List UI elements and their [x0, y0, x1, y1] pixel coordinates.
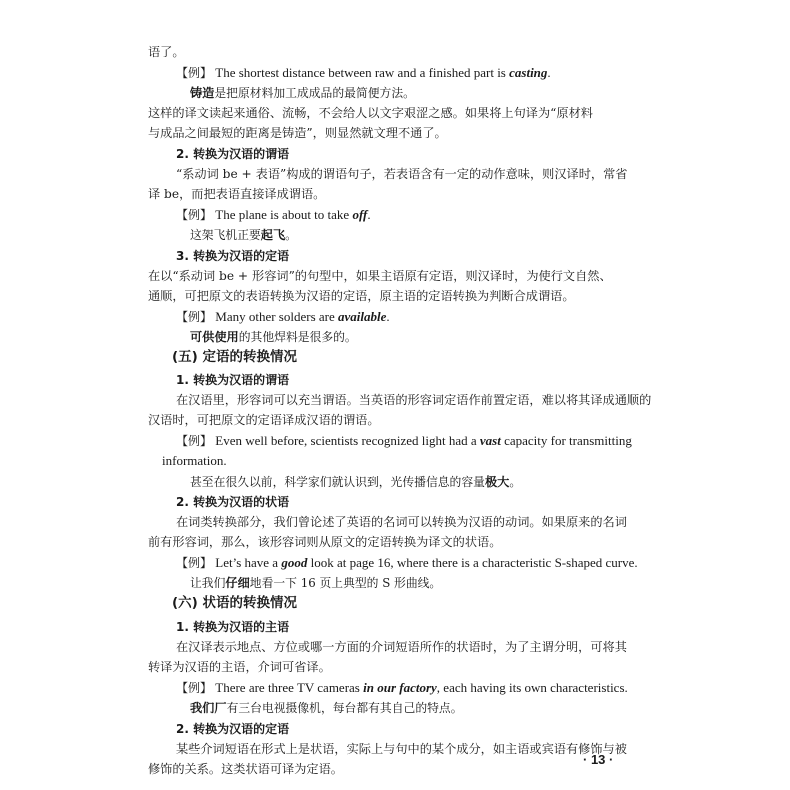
bold-translation-word: 我们厂	[190, 701, 227, 715]
emphasized-word: casting	[509, 65, 548, 80]
text-line	[148, 184, 325, 204]
text-line	[176, 370, 289, 390]
text-run: 前有形容词，那么，该形容词则从原文的定语转换为译文的状语。	[148, 535, 502, 549]
text-run: .	[386, 309, 390, 324]
text-run: 。	[509, 475, 522, 489]
text-run: 与成品之间最短的距离是铸造”，则显然就文理不通了。	[148, 126, 447, 140]
text-line	[172, 593, 297, 613]
text-line	[190, 573, 441, 593]
example-label: 【例】	[176, 208, 213, 222]
example-label: 【例】	[176, 556, 213, 570]
emphasized-word: available	[338, 309, 387, 324]
text-run: The shortest distance between raw and a finished part is	[212, 65, 510, 80]
text-line	[148, 532, 501, 552]
text-line	[148, 286, 575, 306]
subsection-heading: 3. 转换为汉语的定语	[176, 249, 290, 263]
text-line	[176, 63, 551, 83]
text-run: Let’s have a	[212, 555, 282, 570]
text-line	[176, 739, 627, 759]
text-line	[176, 637, 627, 657]
text-run: 转译为汉语的主语，介词可省译。	[148, 660, 331, 674]
text-run: 这架飞机正要	[190, 228, 261, 242]
text-line	[148, 657, 331, 677]
text-run: 修饰的关系。这类状语可译为定语。	[148, 762, 343, 776]
text-line	[148, 42, 185, 62]
text-line	[190, 225, 297, 245]
bold-translation-word: 可供使用	[190, 330, 239, 344]
page-number: · 13 ·	[583, 752, 614, 767]
text-run: .	[547, 65, 551, 80]
example-label: 【例】	[176, 310, 213, 324]
text-run: 有三台电视摄像机，每台都有其自己的特点。	[226, 701, 463, 715]
text-run: 在汉语里，形容词可以充当谓语。当英语的形容词定语作前置定语，难以将其译成通顺的	[176, 393, 652, 407]
text-line	[172, 347, 297, 367]
text-line	[190, 327, 357, 347]
text-run: 译 be，而把表语直接译成谓语。	[148, 187, 326, 201]
text-run: information.	[162, 453, 227, 468]
emphasized-word: off	[352, 207, 368, 222]
text-run: 语了。	[148, 45, 185, 59]
text-run: look at page 16, where there is a characteristic S-shaped curve.	[307, 555, 638, 570]
text-run: 甚至在很久以前，科学家们就认识到，光传播信息的容量	[190, 475, 485, 489]
text-line	[176, 246, 289, 266]
text-line	[176, 512, 627, 532]
text-line	[176, 144, 289, 164]
text-run: There are three TV cameras	[212, 680, 364, 695]
text-run: 通顺，可把原文的表语转换为汉语的定语，原主语的定语转换为判断合成谓语。	[148, 289, 575, 303]
text-line	[148, 410, 380, 430]
text-run: 汉语时，可把原文的定语译成汉语的谓语。	[148, 413, 380, 427]
text-run: 某些介词短语在形式上是状语，实际上与句中的某个成分，如主语或宾语有修饰与被	[176, 742, 627, 756]
emphasized-word: in our factory	[363, 680, 437, 695]
section-heading: (五) 定语的转换情况	[172, 349, 298, 365]
text-line	[162, 451, 227, 471]
text-run: Many other solders are	[212, 309, 339, 324]
emphasized-word: good	[281, 555, 308, 570]
text-line	[176, 617, 289, 637]
subsection-heading: 2. 转换为汉语的状语	[176, 495, 290, 509]
bold-translation-word: 极大	[484, 475, 510, 489]
section-heading: (六) 状语的转换情况	[172, 595, 298, 611]
text-run: The plane is about to take	[212, 207, 353, 222]
bold-translation-word: 铸造	[190, 86, 215, 100]
text-run: 。	[285, 228, 297, 242]
text-run: 在词类转换部分，我们曾论述了英语的名词可以转换为汉语的动词。如果原来的名词	[176, 515, 627, 529]
text-line	[176, 553, 638, 573]
text-run: 地看一下 16 页上典型的 S 形曲线。	[249, 576, 442, 590]
text-line	[148, 266, 612, 286]
text-line	[176, 205, 371, 225]
subsection-heading: 1. 转换为汉语的谓语	[176, 373, 290, 387]
text-run: 在以“系动词 be + 形容词”的句型中，如果主语原有定语，则汉译时，为使行文自然、	[148, 269, 612, 283]
subsection-heading: 1. 转换为汉语的主语	[176, 620, 290, 634]
subsection-heading: 2. 转换为汉语的谓语	[176, 147, 290, 161]
bold-translation-word: 起飞	[260, 228, 286, 242]
text-run: “系动词 be + 表语”构成的谓语句子，若表语含有一定的动作意味，则汉译时，常省	[176, 167, 628, 181]
text-line	[190, 698, 463, 718]
example-label: 【例】	[176, 434, 213, 448]
example-label: 【例】	[176, 66, 213, 80]
text-run: capacity for transmitting	[500, 433, 632, 448]
text-run: , each having its own characteristics.	[436, 680, 628, 695]
text-line	[148, 103, 593, 123]
text-run: 是把原材料加工成成品的最简便方法。	[214, 86, 415, 100]
text-line	[176, 164, 628, 184]
text-line	[176, 492, 289, 512]
emphasized-word: vast	[479, 433, 501, 448]
text-line	[190, 472, 521, 492]
text-run: 在汉译表示地点、方位或哪一方面的介词短语所作的状语时，为了主谓分明，可将其	[176, 640, 627, 654]
subsection-heading: 2. 转换为汉语的定语	[176, 722, 290, 736]
text-run: 的其他焊料是很多的。	[238, 330, 357, 344]
text-run: 让我们	[190, 576, 226, 590]
text-line	[176, 678, 628, 698]
text-run: Even well before, scientists recognized light had a	[212, 433, 480, 448]
text-line	[176, 431, 632, 451]
text-line	[176, 307, 390, 327]
example-label: 【例】	[176, 681, 213, 695]
text-line	[176, 390, 651, 410]
text-run: 这样的译文读起来通俗、流畅，不会给人以文字艰涩之感。如果将上句译为“原材料	[148, 106, 593, 120]
bold-translation-word: 仔细	[225, 576, 250, 590]
text-line	[148, 123, 447, 143]
text-line	[190, 83, 415, 103]
text-run: .	[367, 207, 371, 222]
text-line	[176, 719, 289, 739]
text-line	[148, 759, 343, 779]
